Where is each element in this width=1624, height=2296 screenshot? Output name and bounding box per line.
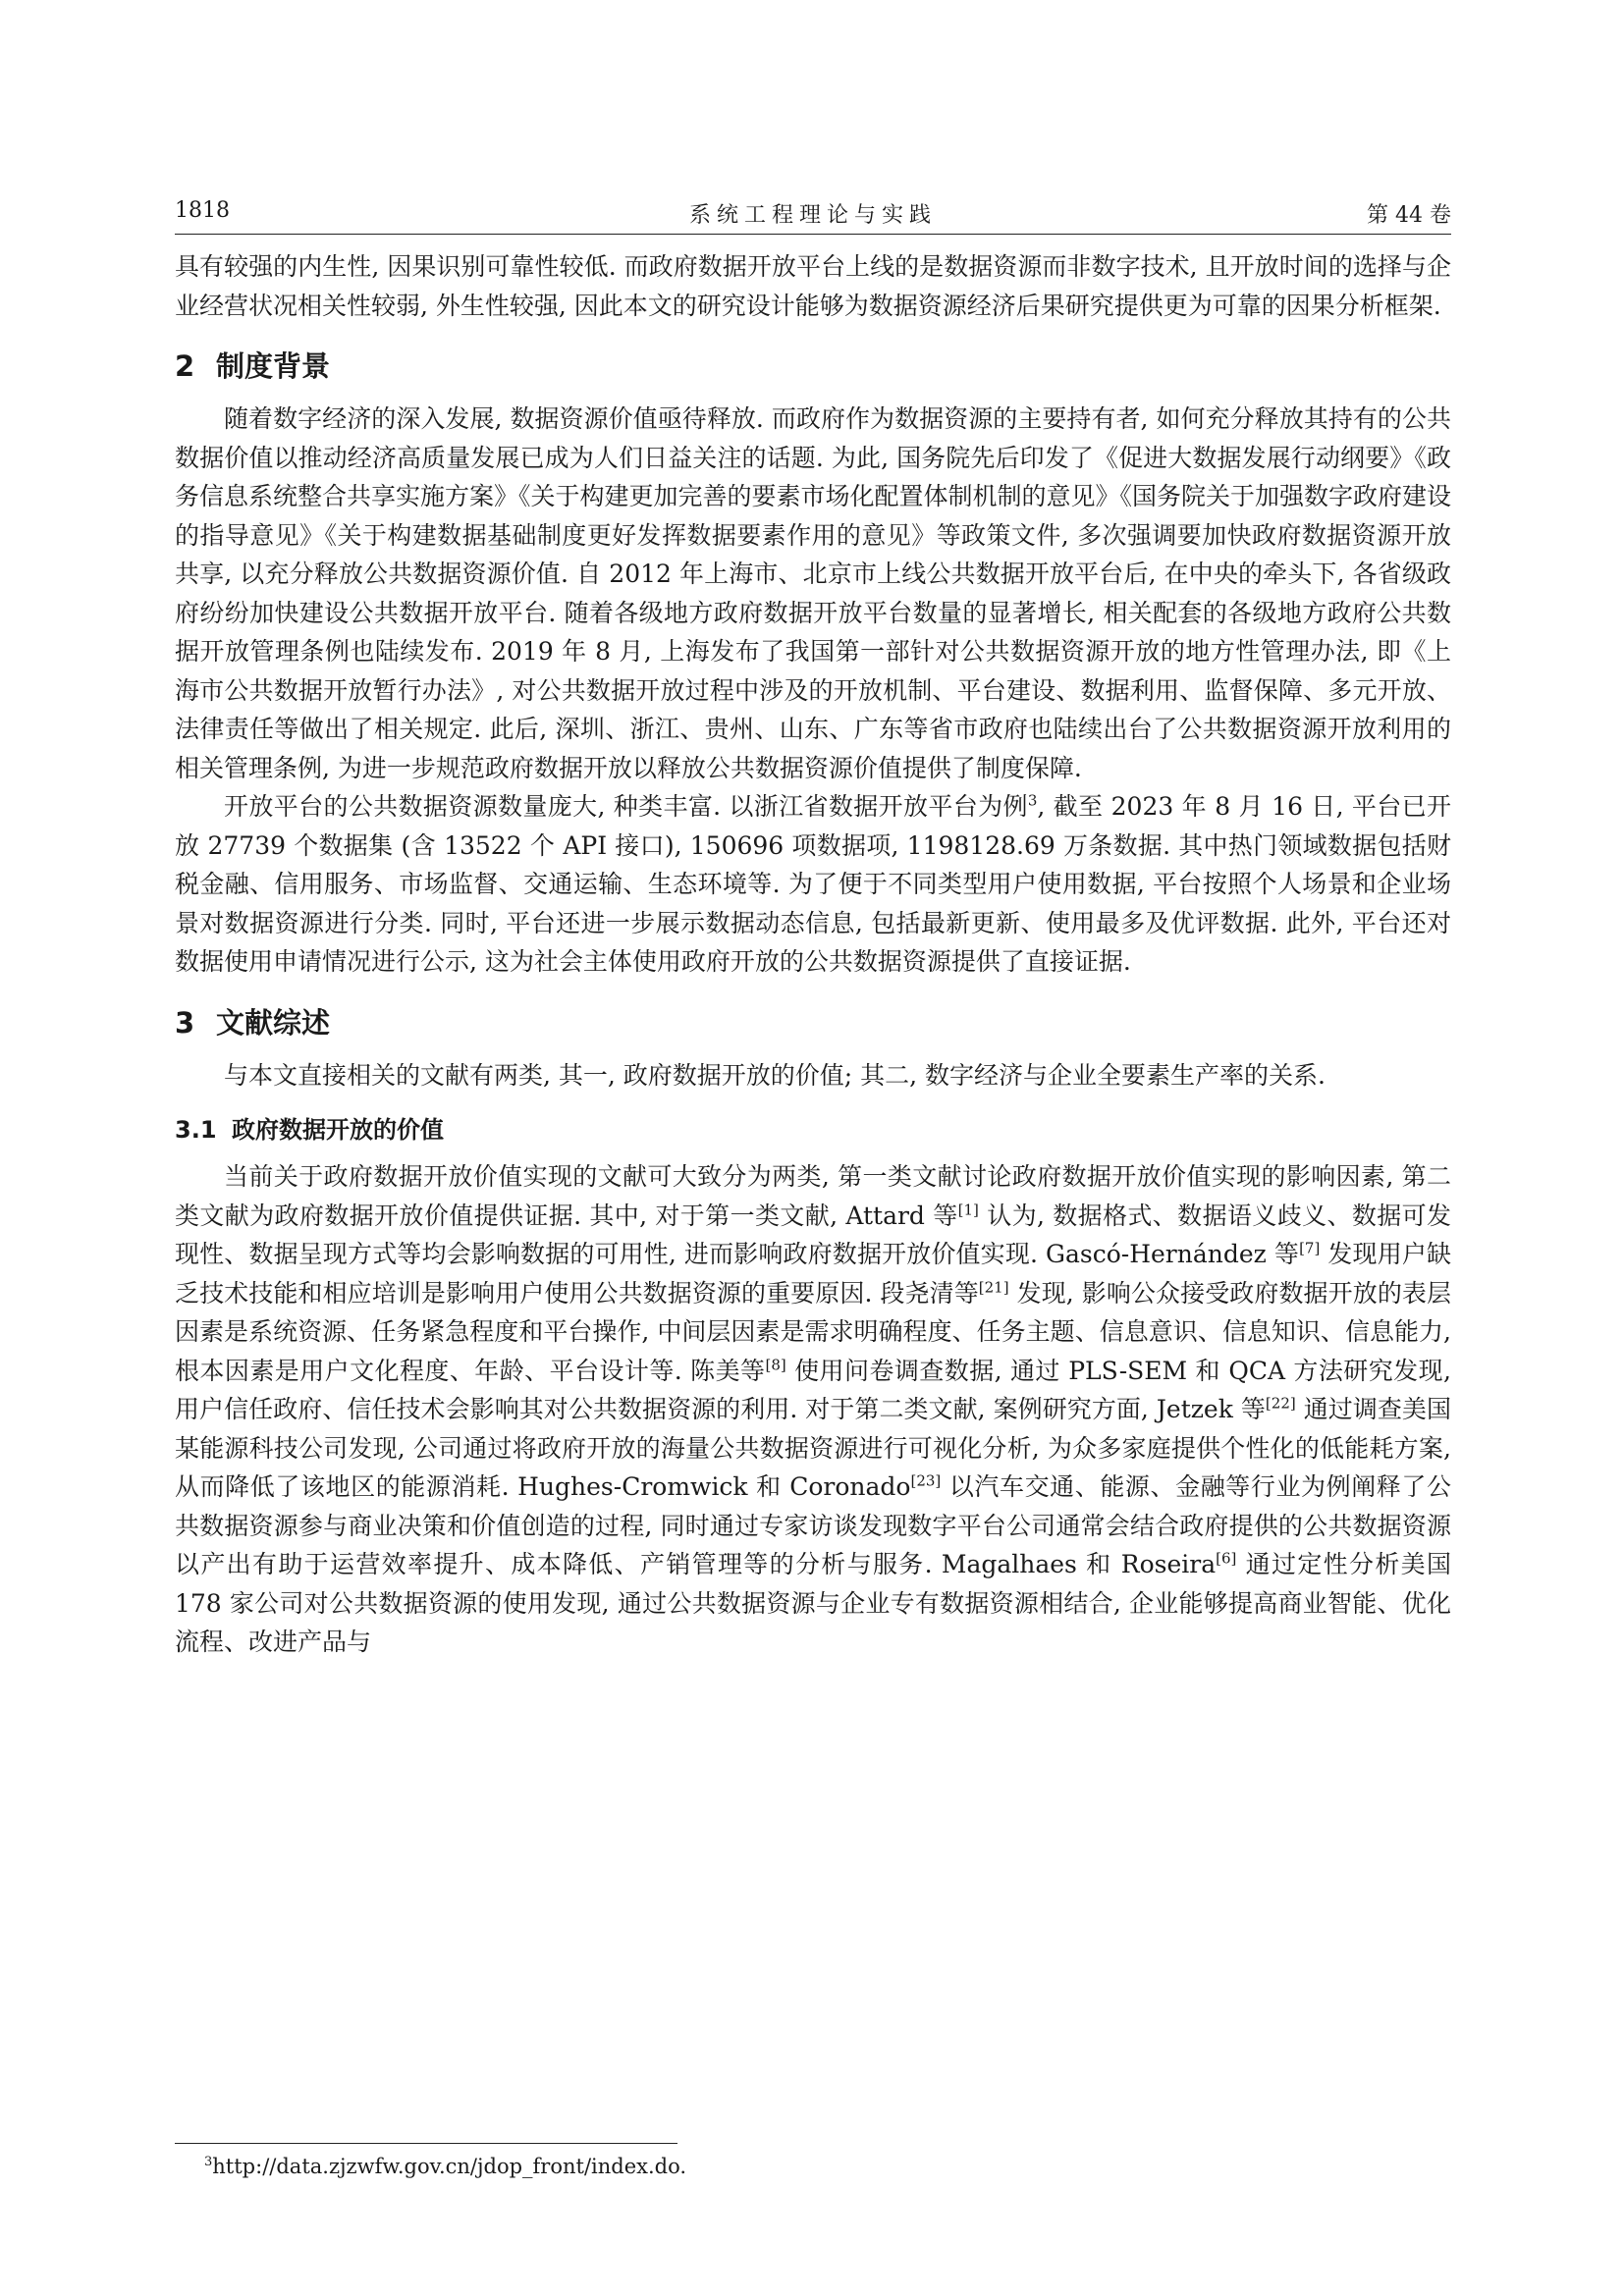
citation: [8] [765,1356,786,1374]
running-header [175,194,1451,230]
section-heading-2 [175,347,1451,386]
citation: [1] [957,1201,979,1219]
footnote [204,2155,686,2178]
continued-paragraph: 具有较强的内生性, 因果识别可靠性较低. 而政府数据开放平台上线的是数据资源而非数字技术, 且开放时间的选择与企业经营状况相关性较弱, 外生性较强, 因此本文的研究设计能够为数据资源经济后果研究提供更为可靠的因果分析框架. [175,252,1451,320]
section-number: 2 [175,349,195,383]
page-body [175,247,1451,1662]
section-number: 3 [175,1005,195,1040]
subsection-title: 政府数据开放的价值 [232,1116,444,1144]
subsection-number: 3.1 [175,1116,217,1144]
citation: [23] [910,1471,942,1490]
section-title: 制度背景 [216,349,331,383]
citation: [7] [1299,1239,1321,1257]
subsection-heading-3-1 [175,1112,1451,1148]
citation: [22] [1265,1394,1296,1413]
paragraph: 随着数字经济的深入发展, 数据资源价值亟待释放. 而政府作为数据资源的主要持有者, 如何充分释放其持有的公共数据价值以推动经济高质量发展已成为人们日益关注的话题. 为此, 国务院先后印发了《促进大数据发展行动纲要》《政务信息系统整合共享实施方案》《关于构建更加完善的要素市场化配置体制机制的意见》《国务院关于加强数字政府建设的指导意见》《关于构建数据基础制度更好发挥数据要素作用的意见》等政策文件, 多次强调要加快政府数据资源开放共享, 以充分释放公共数据资源价值. 自 2012 年上海市、北京市上线公共数据开放平台后, 在中央的牵头下, 各省级政府纷纷加快建设公共数据开放平台. 随着各级地方政府数据开放平台数量的显著增长, 相关配套的各级地方政府公共数据开放管理条例也陆续发布. 2019 年 8 月, 上海发布了我国第一部针对公共数据资源开放的地方性管理办法, 即《上海市公共数据开放暂行办法》, 对公共数据开放过程中涉及的开放机制、平台建设、数据利用、监督保障、多元开放、法律责任等做出了相关规定. 此后, 深圳、浙江、贵州、山东、广东等省市政府也陆续出台了公共数据资源开放利用的相关管理条例, 为进一步规范政府数据开放以释放公共数据资源价值提供了制度保障. [175,404,1452,782]
header-rule [175,234,1451,235]
section-title: 文献综述 [216,1005,331,1040]
citation: [6] [1216,1549,1237,1568]
section-heading-3 [175,1003,1451,1042]
footnote-rule [175,2143,677,2144]
footnote-number: 3 [204,2155,213,2169]
paragraph: 当前关于政府数据开放价值实现的文献可大致分为两类, 第一类文献讨论政府数据开放价值实现的影响因素, 第二类文献为政府数据开放价值提供证据. 其中, 对于第一类文献, Attard 等[1] 认为, 数据格式、数据语义歧义、数据可发现性、数据呈现方式等均会影响数据的可用性, 进而影响政府数据开放价值实现. Gascó-Hernández 等[7] 发现用户缺乏技术技能和相应培训是影响用户使用公共数据资源的重要原因. 段尧清等[21] 发现, 影响公众接受政府数据开放的表层因素是系统资源、任务紧急程度和平台操作, 中间层因素是需求明确程度、任务主题、信息意识、信息知识、信息能力, 根本因素是用户文化程度、年龄、平台设计等. 陈美等[8] 使用问卷调查数据, 通过 PLS-SEM 和 QCA 方法研究发现, 用户信任政府、信任技术会影响其对公共数据资源的利用. 对于第二类文献, 案例研究方面, Jetzek 等[22] 通过调查美国某能源科技公司发现, 公司通过将政府开放的海量公共数据资源进行可视化分析, 为众多家庭提供个性化的低能耗方案, 从而降低了该地区的能源消耗. Hughes-Cromwick 和 Coronado[23] 以汽车交通、能源、金融等行业为例阐释了公共数据资源参与商业决策和价值创造的过程, 同时通过专家访谈发现数字平台公司通常会结合政府提供的公共数据资源以产出有助于运营效率提升、成本降低、产销管理等的分析与服务. Magalhaes 和 Roseira[6] 通过定性分析美国 178 家公司对公共数据资源的使用发现, 通过公共数据资源与企业专有数据资源相结合, 企业能够提高商业智能、优化流程、改进产品与 [175,1162,1452,1656]
volume-label: 第 44 卷 [1367,203,1451,228]
journal-title: 系统工程理论与实践 [688,203,937,228]
page-number: 1818 [175,198,230,223]
paragraph: 与本文直接相关的文献有两类, 其一, 政府数据开放的价值; 其二, 数字经济与企业全要素生产率的关系. [224,1060,1326,1090]
citation: [21] [978,1278,1009,1297]
footnote-mark: 3 [1027,791,1038,810]
footnote-url[interactable]: http://data.zjzwfw.gov.cn/jdop_front/index.do. [212,2155,687,2178]
paragraph: 开放平台的公共数据资源数量庞大, 种类丰富. 以浙江省数据开放平台为例$^3$, 截至 2023 年 8 月 16 日, 平台已开放 27739 个数据集 (含 13522 个 API 接口), 150696 项数据项, 1198128.69 万条数据. 其中热门领域数据包括财税金融、信用服务、市场监督、交通运输、生态环境等. 为了便于不同类型用户使用数据, 平台按照个人场景和企业场景对数据资源进行分类. 同时, 平台还进一步展示数据动态信息, 包括最新更新、使用最多及优评数据. 此外, 平台还对数据使用申请情况进行公示, 这为社会主体使用政府开放的公共数据资源提供了直接证据. [175,791,1451,976]
